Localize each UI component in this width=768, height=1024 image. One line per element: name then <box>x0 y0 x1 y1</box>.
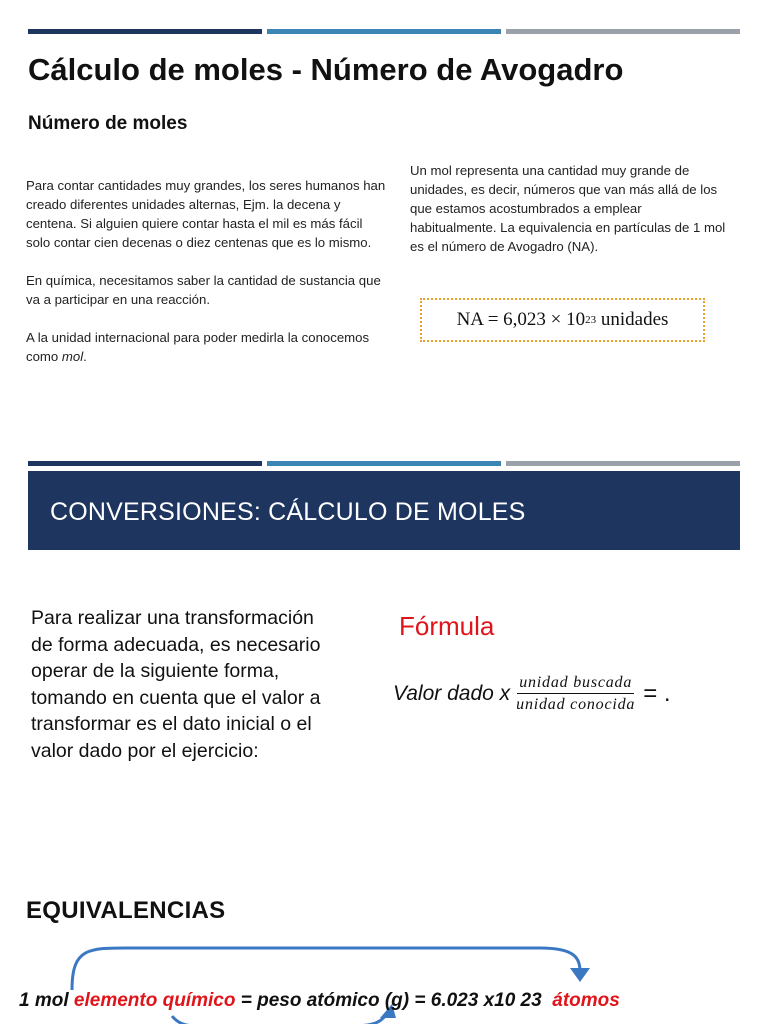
equiv-part-2: elemento químico <box>73 990 236 1011</box>
formula-denominator: unidad conocida <box>516 696 636 713</box>
avogadro-lhs: NA = 6,023 × 10 <box>456 309 586 330</box>
top-curved-arrow <box>72 948 580 990</box>
avogadro-unit: unidades <box>596 309 669 330</box>
avogadro-exponent: 23 <box>585 314 597 326</box>
formula-lead: Valor dado x <box>393 682 511 705</box>
bottom-curved-arrow <box>172 1012 388 1024</box>
mol-paragraph-end: . <box>83 349 87 364</box>
equivalence-statement <box>19 990 620 1012</box>
paragraph-mol-definition: Un mol representa una cantidad muy grande de unidades, es decir, números que van más allá de los que estamos acostumbrados a emplear habitualmente. La equivalencia en partículas de 1 mol es el número de Avogadro (NA). <box>410 163 726 254</box>
right-text-column <box>410 161 730 275</box>
formula-tail: = . <box>643 680 671 707</box>
slide-title: Cálculo de moles - Número de Avogadro <box>28 52 624 87</box>
formula-fraction <box>514 674 637 714</box>
equiv-part-1: 1 mol <box>19 990 74 1011</box>
left-text-column <box>26 176 388 385</box>
conversion-formula <box>393 674 671 714</box>
formula-numerator: unidad buscada <box>517 674 634 694</box>
top-bar-navy <box>28 29 262 34</box>
equivalencias-title: EQUIVALENCIAS <box>26 897 226 924</box>
mol-paragraph-lead: A la unidad internacional para poder medirla la conocemos como <box>26 330 370 364</box>
paragraph-mol-unit <box>26 328 388 366</box>
equiv-part-4: átomos <box>552 990 620 1011</box>
section-banner <box>28 471 740 550</box>
paragraph-counting: Para contar cantidades muy grandes, los seres humanos han creado diferentes unidades alternas, Ejm. la decena y centena. Si alguien quiere contar hasta el mil es más fácil solo contar cien decenas o diez centenas que es lo mismo. <box>26 178 386 250</box>
slide2-bar-navy <box>28 461 262 466</box>
avogadro-formula-box <box>420 298 705 342</box>
slide2-bar-blue <box>267 461 501 466</box>
top-bar-blue <box>267 29 501 34</box>
conversion-instructions: Para realizar una transformación de forma adecuada, es necesario operar de la siguiente forma, tomando en cuenta que el valor a transformar es el dato inicial o el valor dado por el ejercicio: <box>31 607 321 762</box>
formula-label: Fórmula <box>399 611 495 641</box>
paragraph-chemistry: En química, necesitamos saber la cantidad de sustancia que va a participar en una reacción. <box>26 273 381 307</box>
top-arrowhead-icon <box>570 968 590 982</box>
banner-title: CONVERSIONES: CÁLCULO DE MOLES <box>50 498 526 526</box>
equiv-part-3: = peso atómico (g) = 6.023 x10 23 <box>235 990 553 1011</box>
top-bar-gray <box>506 29 740 34</box>
section-subtitle: Número de moles <box>28 113 188 134</box>
slide2-bar-gray <box>506 461 740 466</box>
mol-word: mol <box>61 349 84 364</box>
